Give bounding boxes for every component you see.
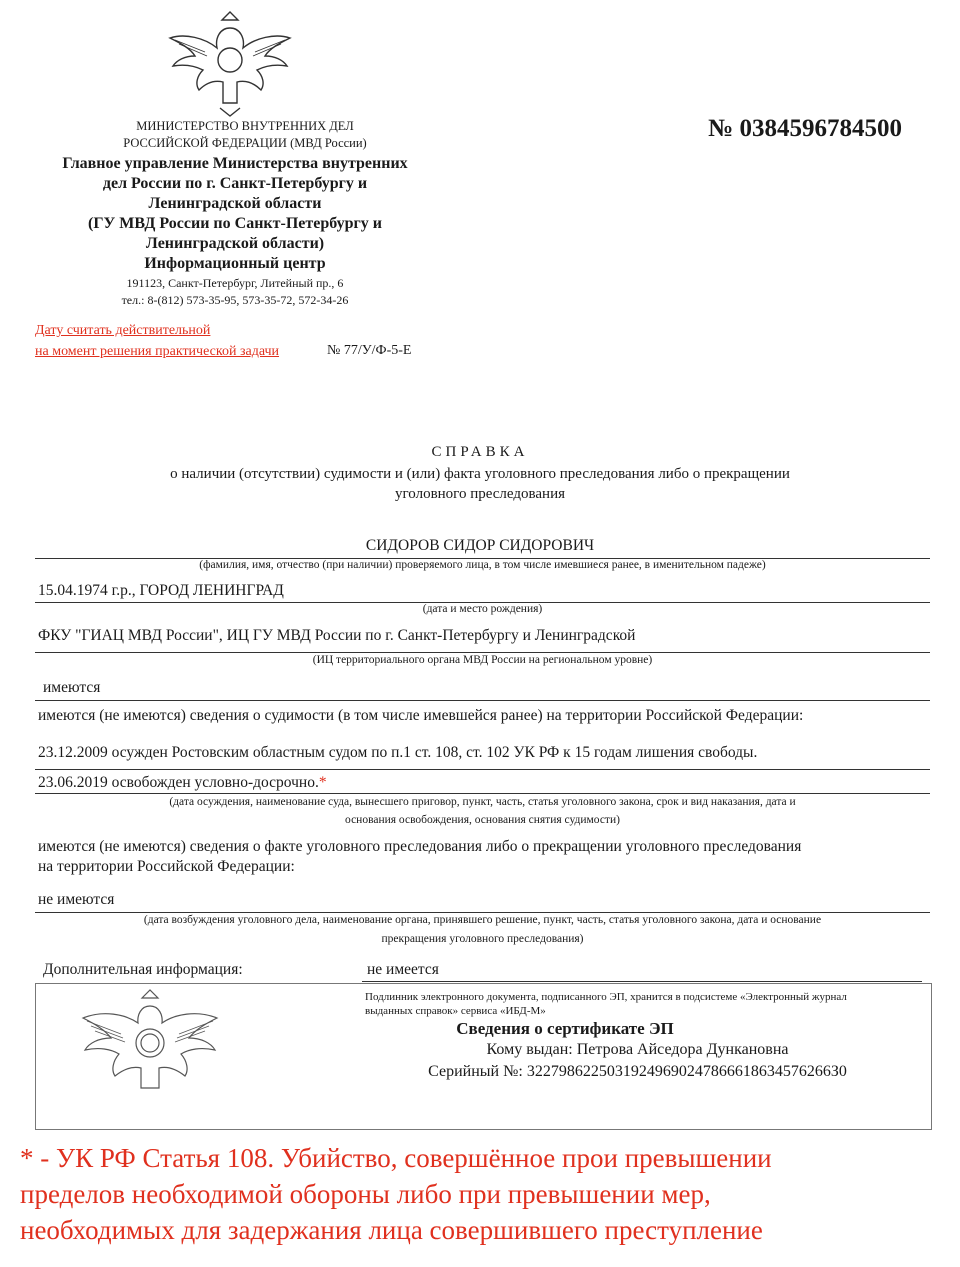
validity-note-line-2: на момент решения практической задачи — [35, 344, 280, 359]
conviction-line-2 — [38, 773, 327, 793]
prosecution-value: не имеются — [38, 891, 115, 908]
full-name: СИДОРОВ СИДОР СИДОРОВИЧ — [365, 537, 595, 554]
certificate-serial: Серийный №: 32279862250319249690247866618634576266З0 — [428, 1063, 847, 1080]
prosecution-label-1: имеются (не имеются) сведения о факте уголовного преследования либо о прекращении уголовного преследования — [38, 838, 802, 855]
dept-line-5: Ленинградской области) — [145, 235, 325, 252]
certificate-title: Сведения о сертификате ЭП — [456, 1019, 674, 1038]
footnote-line-2: пределов необходимой обороны либо при превышении мер, — [20, 1179, 711, 1209]
organ-info: ФКУ "ГИАЦ МВД России", ИЦ ГУ МВД России по г. Санкт-Петербургу и Ленинградской — [38, 627, 636, 644]
conviction-caption-1: (дата осуждения, наименование суда, вынесшего приговор, пункт, часть, статья уголовного закона, срок и вид наказания, дата и — [169, 796, 796, 808]
signature-note — [365, 990, 925, 1018]
birth-caption: (дата и место рождения) — [422, 603, 543, 615]
additional-value: не имеется — [367, 961, 439, 978]
divider — [35, 700, 930, 701]
conviction-release: 23.06.2019 освобожден условно-досрочно. — [38, 774, 319, 791]
full-name-caption: (фамилия, имя, отчество (при наличии) проверяемого лица, в том числе имевшиеся ранее, в именительном падеже) — [199, 559, 766, 571]
signature-note-line-2: выданных справок» сервиса «ИБД-М» — [365, 1005, 546, 1017]
divider — [362, 981, 922, 982]
dept-line-3: Ленинградской области — [148, 195, 322, 212]
dept-line-4: (ГУ МВД России по Санкт-Петербургу и — [87, 215, 382, 232]
subtitle-line-2: уголовного преследования — [395, 486, 565, 502]
dept-line-2: дел России по г. Санкт-Петербургу и — [102, 175, 368, 192]
footnote — [20, 1140, 950, 1248]
conviction-line-1: 23.12.2009 осужден Ростовским областным судом по п.1 ст. 108, ст. 102 УК РФ к 15 годам лишения свободы. — [38, 744, 758, 761]
dept-line-1: Главное управление Министерства внутренних — [62, 155, 408, 172]
footnote-mark: * — [318, 774, 327, 791]
prosecution-label-2: на территории Российской Федерации: — [38, 858, 295, 875]
mvd-seal-icon — [75, 988, 225, 1098]
prosecution-caption-2: прекращения уголовного преследования) — [381, 933, 584, 945]
convictions-value: имеются — [43, 679, 101, 696]
dept-line-6: Информационный центр — [144, 255, 326, 272]
certificate-issued-to: Кому выдан: Петрова Айседора Дункановна — [486, 1041, 789, 1058]
organ-caption: (ИЦ территориального органа МВД России на региональном уровне) — [312, 654, 653, 666]
conviction-caption-2: основания освобождения, основания снятия судимости) — [345, 814, 620, 826]
additional-label: Дополнительная информация: — [43, 961, 243, 978]
footnote-line-3: необходимых для задержания лица совершившего преступление — [20, 1215, 763, 1245]
mvd-emblem-icon — [165, 8, 295, 118]
form-number: № 77/У/Ф-5-Е — [327, 343, 412, 358]
document-subtitle — [100, 464, 860, 504]
birth-info: 15.04.1974 г.р., ГОРОД ЛЕНИНГРАД — [38, 582, 284, 599]
ministry-line-2: РОССИЙСКОЙ ФЕДЕРАЦИИ (МВД России) — [123, 136, 367, 150]
phone: тел.: 8-(812) 573-35-95, 573-35-72, 572-34-26 — [121, 293, 349, 307]
prosecution-caption-1: (дата возбуждения уголовного дела, наименование органа, принявшего решение, пункт, часть, статья уголовного закона, дата и основание — [143, 914, 822, 926]
document-title: СПРАВКА — [431, 444, 529, 460]
divider — [35, 769, 930, 770]
convictions-label: имеются (не имеются) сведения о судимости (в том числе имевшейся ранее) на территории Российской Федерации: — [38, 707, 804, 724]
subtitle-line-1: о наличии (отсутствии) судимости и (или) факта уголовного преследования либо о прекращении — [170, 466, 790, 482]
validity-note-line-1: Дату считать действительной — [35, 323, 211, 338]
footnote-line-1: * - УК РФ Статья 108. Убийство, совершённое прои превышении — [20, 1143, 772, 1173]
signature-note-line-1: Подлинник электронного документа, подписанного ЭП, хранится в подсистеме «Электронный журнал — [365, 991, 847, 1003]
ministry-line-1: МИНИСТЕРСТВО ВНУТРЕННИХ ДЕЛ — [136, 119, 354, 133]
document-number: № 0384596784500 — [708, 115, 902, 142]
address: 191123, Санкт-Петербург, Литейный пр., 6 — [126, 276, 344, 290]
